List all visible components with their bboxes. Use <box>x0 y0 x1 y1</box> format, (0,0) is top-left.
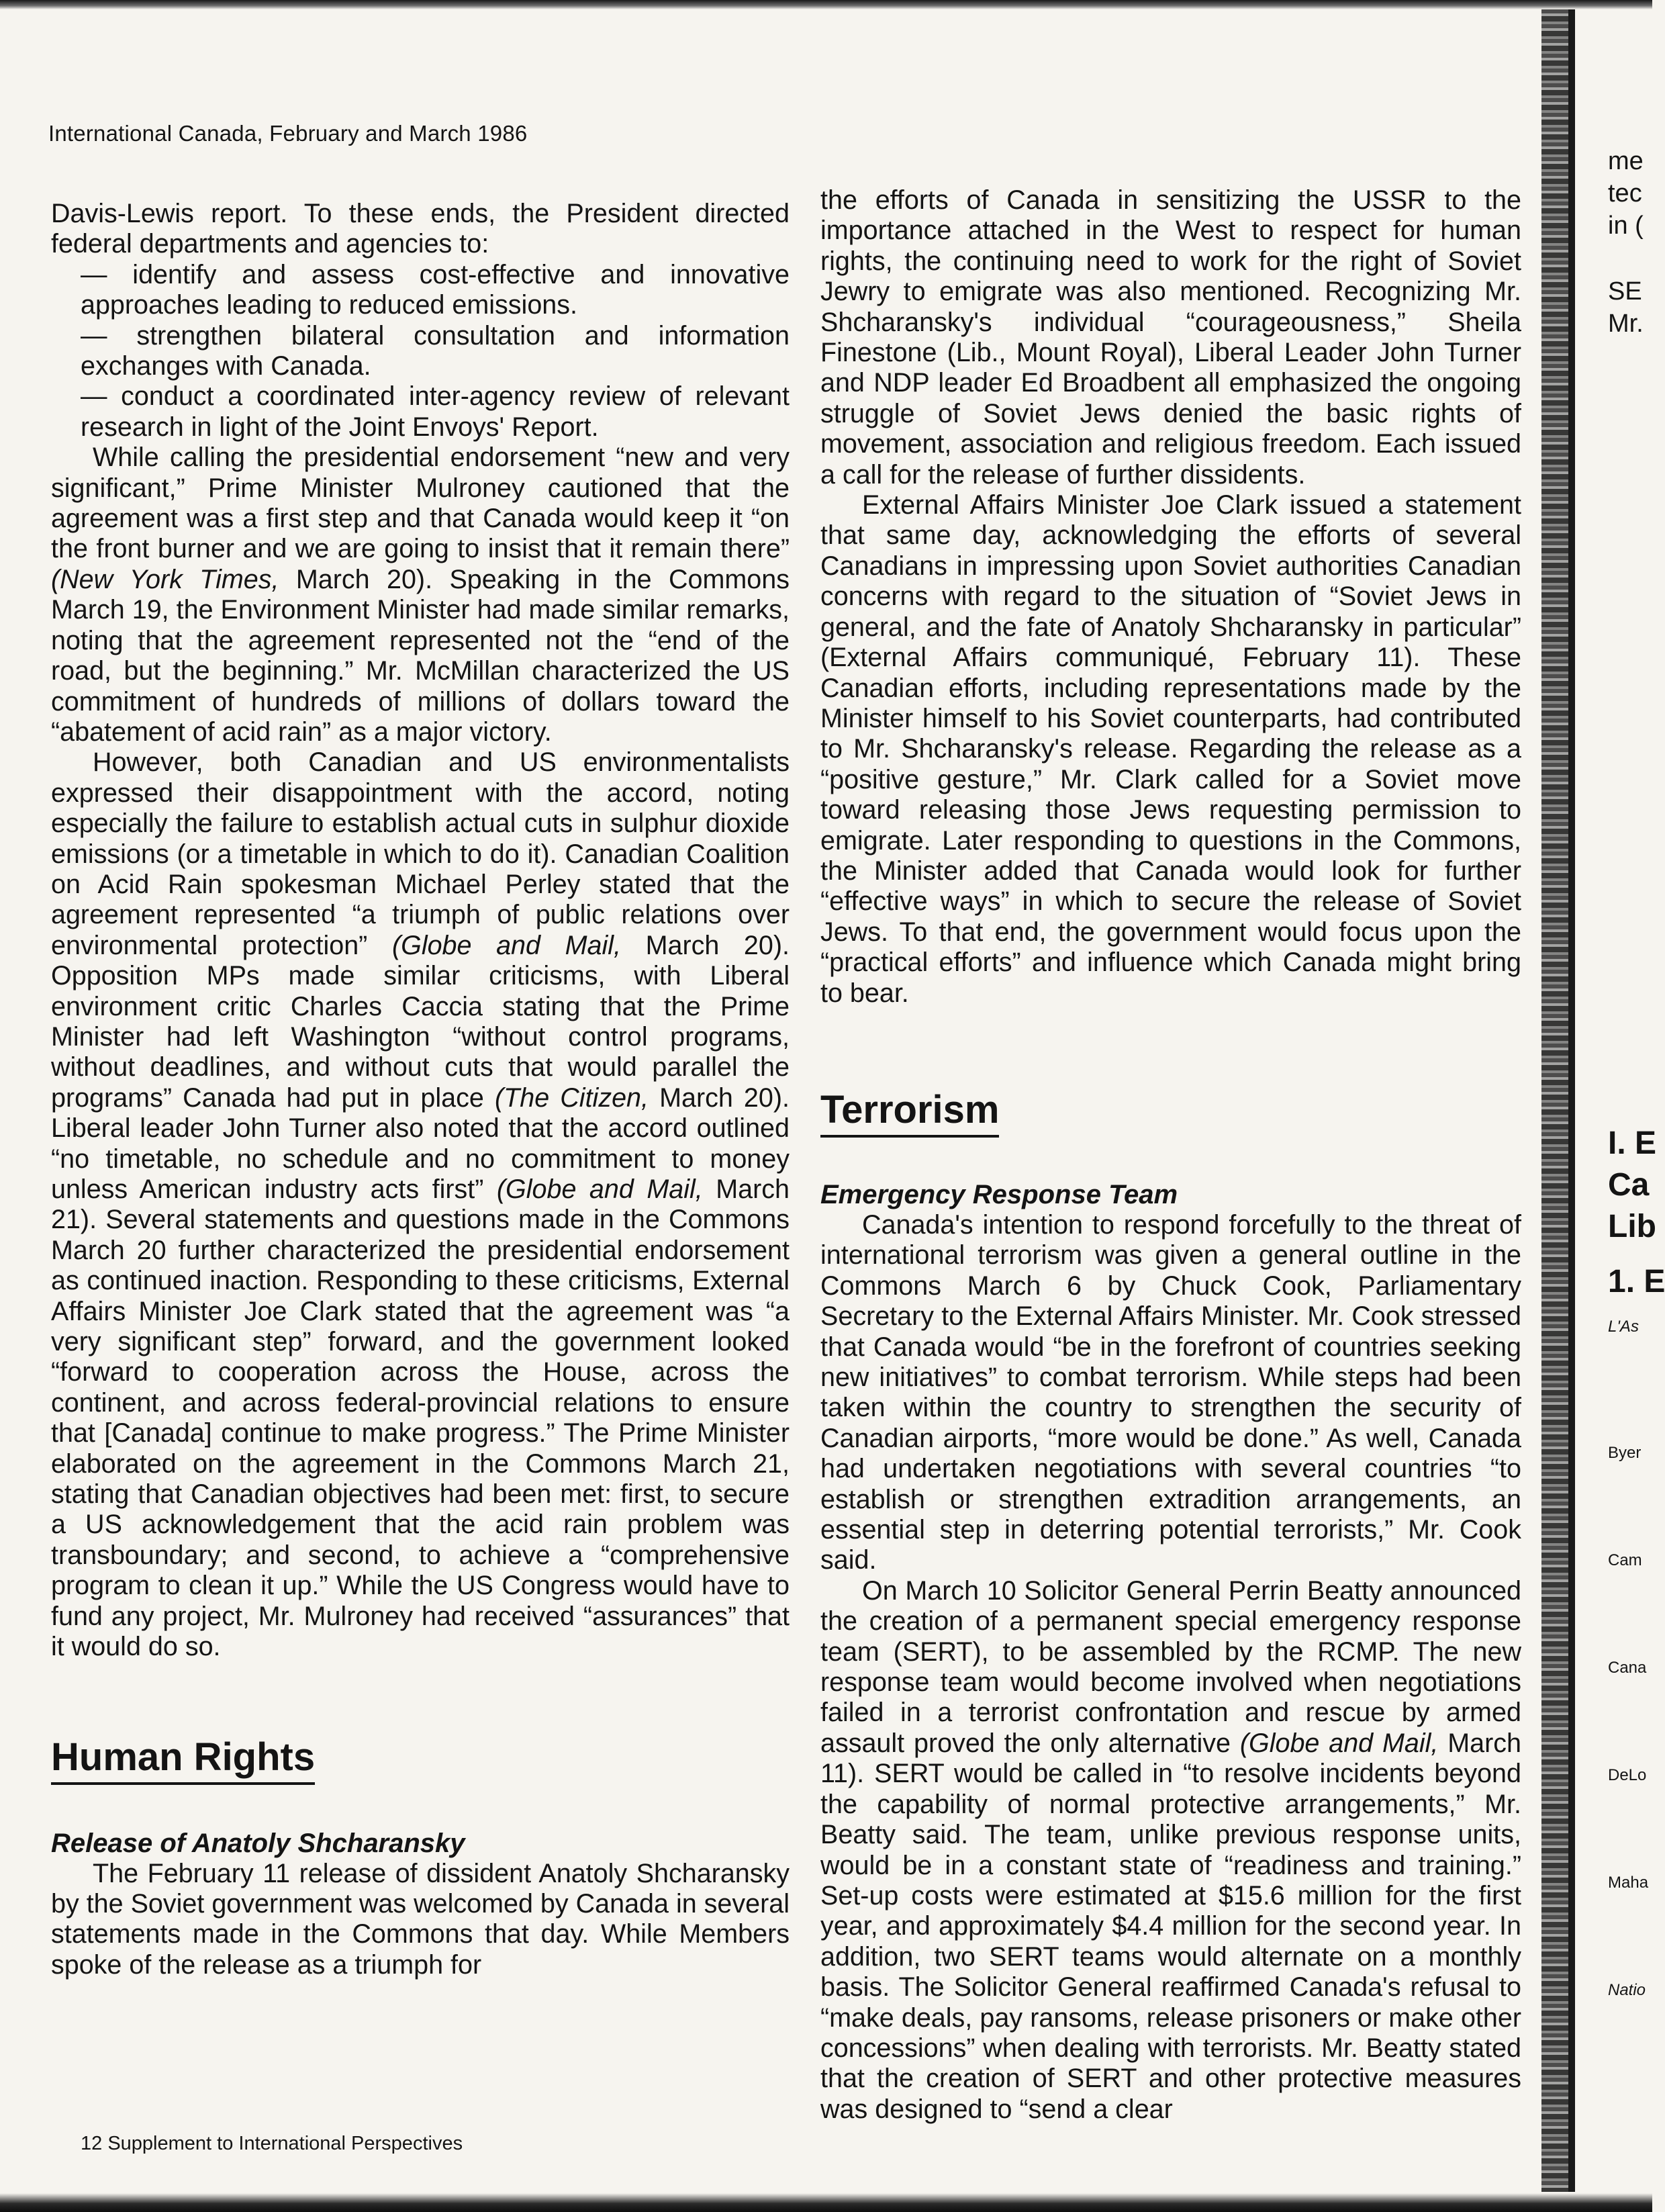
facing-spacer <box>1608 340 1652 1123</box>
citation: (New York Times, <box>51 564 279 594</box>
citation: (The Citizen, <box>494 1082 649 1113</box>
facing-spacer <box>1608 242 1652 275</box>
citation: (Globe and Mail, <box>496 1174 703 1204</box>
bullet-item: — strengthen bilateral consultation and information exchanges with Canada. <box>81 320 790 381</box>
column-left <box>51 199 790 1980</box>
running-header: International Canada, February and March 1986 <box>48 121 528 146</box>
paragraph-release: The February 11 release of dissident Anatoly Shcharansky by the Soviet government was welcomed by Canada in several statements made in the Commons that day. While Members spoke of the release as a triumph for <box>51 1858 790 1980</box>
facing-list-item: Maha <box>1608 1874 1649 1892</box>
facing-heading: Lib <box>1608 1209 1656 1244</box>
paragraph-continuation: the efforts of Canada in sensitizing the USSR to the importance attached in the West to respect for human rights, the continuing need to work for the right of Soviet Jewry to emigrate was also mentioned. Recognizing Mr. Shcharansky's individual “courageousness,” Sheila Finestone (Lib., Mount Royal), Liberal Leader John Turner and NDP leader Ed Broadbent all emphasized the ongoing struggle of Soviet Jews denied the basic rights of movement, association and religious freedom. Each issued a call for the release of further dissidents. <box>820 185 1521 490</box>
paragraph-mulroney: While calling the presidential endorsement “new and very significant,” Prime Minister Mulroney cautioned that the agreement was a first step and that Canada would keep it “on the front burner and we are going to insist that it remain there” (New York Times, March 20). Speaking in the Commons March 19, the Environment Minister had made similar remarks, noting that the agreement represented not the “end of the road, but the beginning.” Mr. McMillan characterized the US commitment of hundreds of millions of dollars toward the “abatement of acid rain” as a major victory. <box>51 443 790 747</box>
facing-text: in ( <box>1608 212 1644 240</box>
facing-list-item: L'As <box>1608 1318 1639 1336</box>
facing-text: tec <box>1608 179 1642 208</box>
facing-heading: Ca <box>1608 1167 1650 1203</box>
paragraph-beatty: On March 10 Solicitor General Perrin Beatty announced the creation of a permanent special emergency response team (SERT), to be assembled by the RCMP. The new response team would become involved when negotiations failed in a terrorist confrontation and rescue by armed assault proved the only alternative (Globe and Mail, March 11). SERT would be called in “to resolve incidents beyond the capability of normal protective arrangements,” Mr. Beatty said. The team, unlike previous response units, would be in a constant state of “readiness and training.” Set-up costs were estimated at $15.6 million for the first year, and approximately $4.4 million for the second year. In addition, two SERT teams would alternate on a monthly basis. The Solicitor General reaffirmed Canada's refusal to “make deals, pay ransoms, release prisoners or make other concessions” when dealing with terrorists. Mr. Beatty stated that the creation of SERT and other protective measures was designed to “send a clear <box>820 1575 1522 2124</box>
facing-subheading: 1. E <box>1608 1264 1665 1299</box>
scan-edge-bottom <box>0 2193 1652 2212</box>
facing-page-fragment <box>1608 145 1665 2007</box>
column-right <box>820 185 1521 2125</box>
facing-list-item: Cana <box>1608 1659 1647 1677</box>
running-footer: 12 Supplement to International Perspectives <box>81 2133 463 2154</box>
book-spine-edge <box>1568 9 1575 2192</box>
paragraph-intro: Davis-Lewis report. To these ends, the President directed federal departments and agencies to: <box>51 199 790 259</box>
book-spine-shadow <box>1541 9 1568 2192</box>
section-heading-terrorism: Terrorism <box>820 1088 999 1138</box>
facing-heading: I. E <box>1608 1125 1657 1161</box>
section-heading-human-rights: Human Rights <box>51 1735 315 1785</box>
paragraph-clark: External Affairs Minister Joe Clark issued a statement that same day, acknowledging the efforts of several Canadians in impressing upon Soviet authorities Canadian concerns with regard to the situation of “Soviet Jews in general, and the fate of Anatoly Shcharansky in particular” (External Affairs communiqué, February 11). These Canadian efforts, including representations made by the Minister himself to his Soviet counterparts, had contributed to Mr. Shcharansky's release. Regarding the release as a “positive gesture,” Mr. Clark called for a Soviet move toward releasing those Jews requesting permission to emigrate. Later responding to questions in the Commons, the Minister added that Canada would look for further “effective ways” in which to secure the release of Soviet Jews. To that end, the government would focus upon the “practical efforts” and influence which Canada might bring to bear. <box>820 490 1521 1008</box>
facing-text: me <box>1608 147 1644 175</box>
facing-list-item: DeLo <box>1608 1766 1647 1784</box>
citation: (Globe and Mail, <box>1239 1728 1439 1758</box>
facing-text: Mr. <box>1608 310 1644 338</box>
scan-edge-top <box>0 0 1652 9</box>
bullet-item: — identify and assess cost-effective and innovative approaches leading to reduced emissions. <box>81 259 790 320</box>
subheading-emergency-response: Emergency Response Team <box>820 1179 1178 1209</box>
facing-text: SE <box>1608 277 1642 306</box>
facing-list-item: Byer <box>1608 1444 1642 1462</box>
subheading-release: Release of Anatoly Shcharansky <box>51 1828 465 1858</box>
bullet-item: — conduct a coordinated inter-agency review of relevant research in light of the Joint Envoys' Report. <box>81 381 790 442</box>
paragraph-environmentalists: However, both Canadian and US environmentalists expressed their disappointment with the accord, noting especially the failure to establish actual cuts in sulphur dioxide emissions (or a timetable in which to do it). Canadian Coalition on Acid Rain spokesman Michael Perley stated that the agreement represented “a triumph of public relations over environmental protection” (Globe and Mail, March 20). Opposition MPs made similar criticisms, with Liberal environment critic Charles Caccia stating that the Prime Minister had left Washington “without control programs, without deadlines, and without cuts that would parallel the programs” Canada had put in place (The Citizen, March 20). Liberal leader John Turner also noted that the accord outlined “no timetable, no schedule and no commitment to money unless American industry acts first” (Globe and Mail, March 21). Several statements and questions made in the Commons March 20 further characterized the presidential endorsement as continued inaction. Responding to these criticisms, External Affairs Minister Joe Clark stated that the agreement was “a very significant step” forward, and the government looked “forward to cooperation across the House, across the continent, and across federal-provincial relations to ensure that [Canada] continue to make progress.” The Prime Minister elaborated on the agreement in the Commons March 21, stating that Canadian objectives had been met: first, to secure a US acknowledgement that the acid rain problem was transboundary; and second, to achieve a “comprehensive program to clean it up.” While the US Congress would have to fund any project, Mr. Mulroney had received “assurances” that it would do so. <box>51 747 790 1662</box>
facing-list-item: Cam <box>1608 1551 1642 1569</box>
paragraph-cook: Canada's intention to respond forcefully to the threat of international terrorism was given a general outline in the Commons March 6 by Chuck Cook, Parliamentary Secretary to the External Affairs Minister. Mr. Cook stressed that Canada would “be in the forefront of countries seeking new initiatives” to combat terrorism. While steps had been taken within the country to strengthen the security of Canadian airports, “more would be done.” As well, Canada had undertaken negotiations with several countries “to establish or strengthen extradition arrangements, an essential step in deterring potential terrorists,” Mr. Cook said. <box>820 1209 1521 1575</box>
facing-list-item: Natio <box>1608 1981 1646 1999</box>
citation: (Globe and Mail, <box>391 930 621 960</box>
